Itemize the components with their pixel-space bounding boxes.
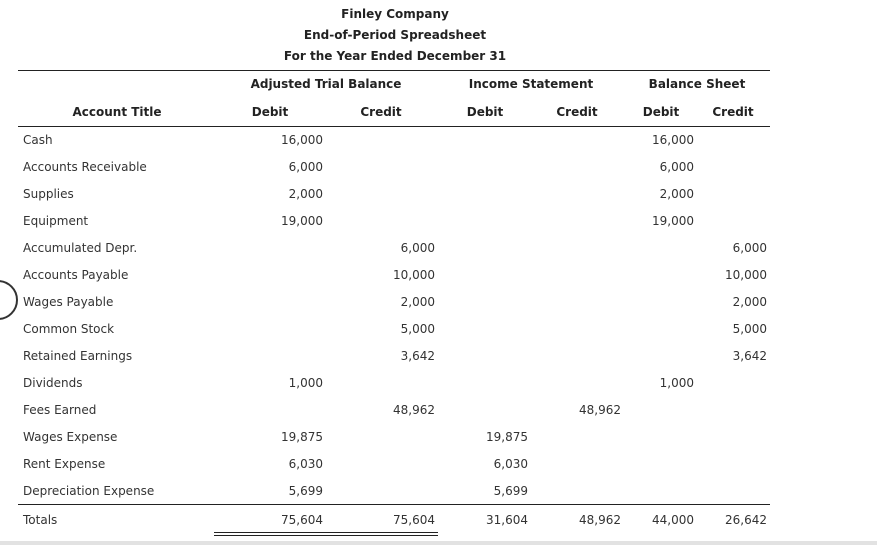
atb-debit-cell: 2,000 — [288, 187, 323, 201]
bs-debit-cell: 2,000 — [659, 187, 694, 201]
row-account-title: Common Stock — [23, 322, 115, 336]
bs-credit-cell: 5,000 — [732, 322, 767, 336]
total-bs-debit: 44,000 — [652, 513, 694, 527]
row-account-title: Wages Expense — [23, 430, 118, 444]
header-top-rule — [18, 70, 770, 71]
totals-double-underline-bottom — [214, 535, 438, 536]
atb-credit-cell: 2,000 — [400, 295, 435, 309]
header-bottom-rule — [18, 126, 770, 127]
row-account-title: Supplies — [23, 187, 74, 201]
atb-credit-cell: 5,000 — [400, 322, 435, 336]
totals-double-underline-top — [214, 532, 438, 533]
circle-marker — [0, 280, 18, 320]
row-account-title: Rent Expense — [23, 457, 106, 471]
total-atb-debit: 75,604 — [281, 513, 323, 527]
col-atb-debit: Debit — [251, 105, 289, 119]
group-income-statement: Income Statement — [468, 77, 594, 91]
total-atb-credit: 75,604 — [393, 513, 435, 527]
atb-debit-cell: 19,875 — [281, 430, 323, 444]
is-credit-cell: 48,962 — [579, 403, 621, 417]
row-account-title: Equipment — [23, 214, 89, 228]
group-balance-sheet: Balance Sheet — [648, 77, 746, 91]
is-debit-cell: 19,875 — [486, 430, 528, 444]
bs-debit-cell: 16,000 — [652, 133, 694, 147]
bs-debit-cell: 19,000 — [652, 214, 694, 228]
bs-credit-cell: 6,000 — [732, 241, 767, 255]
row-account-title: Accounts Payable — [23, 268, 129, 282]
atb-debit-cell: 5,699 — [288, 484, 323, 498]
company-name: Finley Company — [341, 7, 449, 21]
row-account-title: Retained Earnings — [23, 349, 133, 363]
total-is-credit: 48,962 — [579, 513, 621, 527]
report-title: End-of-Period Spreadsheet — [303, 28, 487, 42]
row-account-title: Wages Payable — [23, 295, 114, 309]
atb-credit-cell: 10,000 — [393, 268, 435, 282]
is-debit-cell: 6,030 — [493, 457, 528, 471]
total-bs-credit: 26,642 — [725, 513, 767, 527]
row-account-title: Accounts Receivable — [23, 160, 147, 174]
atb-credit-cell: 48,962 — [393, 403, 435, 417]
col-is-credit: Credit — [556, 105, 598, 119]
atb-debit-cell: 6,000 — [288, 160, 323, 174]
atb-credit-cell: 3,642 — [400, 349, 435, 363]
bs-credit-cell: 3,642 — [732, 349, 767, 363]
atb-debit-cell: 16,000 — [281, 133, 323, 147]
bs-credit-cell: 2,000 — [732, 295, 767, 309]
bs-debit-cell: 1,000 — [659, 376, 694, 390]
row-account-title: Fees Earned — [23, 403, 97, 417]
atb-debit-cell: 19,000 — [281, 214, 323, 228]
bottom-scroll-edge — [0, 541, 877, 545]
row-account-title: Accumulated Depr. — [23, 241, 138, 255]
group-adjusted-trial-balance: Adjusted Trial Balance — [250, 77, 402, 91]
col-is-debit: Debit — [466, 105, 504, 119]
col-account-title: Account Title — [72, 105, 162, 119]
col-atb-credit: Credit — [360, 105, 402, 119]
bs-credit-cell: 10,000 — [725, 268, 767, 282]
row-account-title: Dividends — [23, 376, 83, 390]
col-bs-debit: Debit — [642, 105, 680, 119]
bs-debit-cell: 6,000 — [659, 160, 694, 174]
is-debit-cell: 5,699 — [493, 484, 528, 498]
row-account-title: Cash — [23, 133, 53, 147]
row-account-title: Depreciation Expense — [23, 484, 155, 498]
atb-debit-cell: 6,030 — [288, 457, 323, 471]
col-bs-credit: Credit — [712, 105, 754, 119]
totals-top-rule — [18, 504, 770, 505]
report-period: For the Year Ended December 31 — [283, 49, 507, 63]
total-is-debit: 31,604 — [486, 513, 528, 527]
totals-label: Totals — [23, 513, 58, 527]
atb-credit-cell: 6,000 — [400, 241, 435, 255]
atb-debit-cell: 1,000 — [288, 376, 323, 390]
